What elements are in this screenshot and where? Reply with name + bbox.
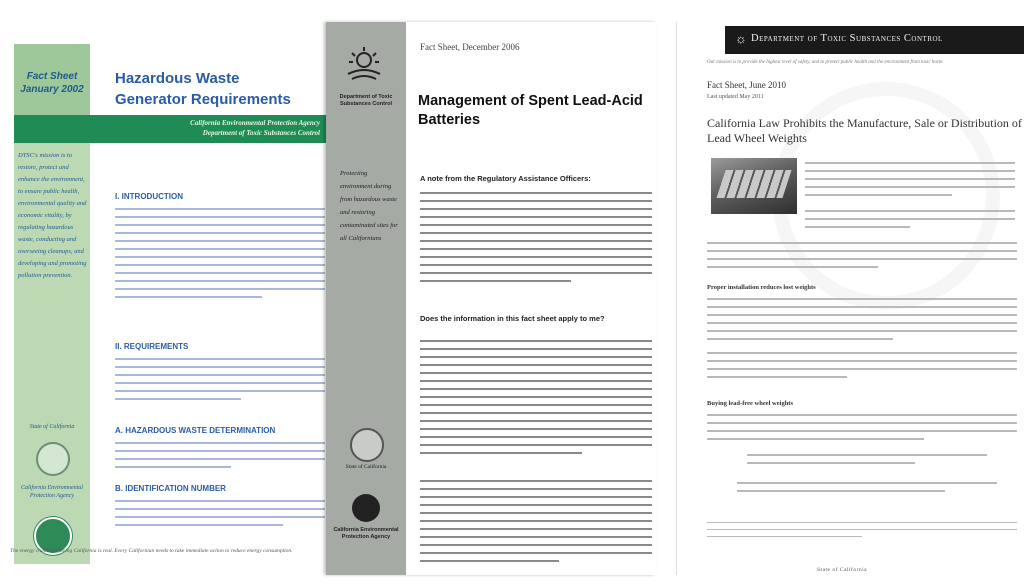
- dtsc-sun-logo-icon: [344, 44, 384, 84]
- section-heading-requirements: II. REQUIREMENTS: [115, 342, 189, 351]
- state-seal-icon: [350, 428, 384, 462]
- agency-band-text: California Environmental Protection Agency Department of Toxic Substances Control: [190, 119, 320, 137]
- heading-proper-installation: Proper installation reduces lost weights: [707, 284, 816, 291]
- fact-sheet-lead-acid-batteries: [326, 22, 656, 575]
- doc-title: Hazardous Waste Generator Requirements: [115, 70, 291, 108]
- regulations-body: [420, 480, 652, 568]
- dept-name: Department of Toxic Substances Control: [339, 94, 393, 107]
- footer-note: The energy challenge facing California is real. Every Californian needs to take immediate action to reduce energy consumption.: [10, 548, 293, 554]
- contact-body: [747, 454, 987, 470]
- installation-body: [707, 298, 1017, 346]
- section-heading-id-number: B. IDENTIFICATION NUMBER: [115, 484, 226, 493]
- fact-sheet-date: January 2002: [20, 84, 84, 95]
- fact-sheet-date: Fact Sheet, December 2006: [420, 42, 520, 52]
- state-label: State of California: [29, 424, 75, 430]
- wheel-weights-photo: [711, 158, 797, 214]
- id-number-body: [115, 500, 325, 532]
- mission-text: DTSC's mission is to restore, protect and enhance the environment, to ensure public health, environmental quality and economic vitality, by regulating hazardous waste, conducting and overseeing cleanups, and developing and promoting pollution prevention.: [18, 152, 87, 279]
- heading-buying: Buying lead-free wheel weights: [707, 400, 793, 407]
- doc-title: Management of Spent Lead-Acid Batteries: [418, 93, 643, 128]
- note-body: [420, 192, 652, 288]
- dept-header-text: Department of Toxic Substances Control: [751, 33, 943, 44]
- fact-sheet-hazardous-waste: [0, 22, 330, 575]
- law-body: [805, 210, 1015, 234]
- buying-body: [707, 414, 1017, 446]
- complaint-body: [737, 482, 997, 498]
- mission-text: Our mission is to provide the highest level of safety, and to protect public health and the environment from toxic harm.: [707, 60, 944, 65]
- section-heading-determination: A. HAZARDOUS WASTE DETERMINATION: [115, 426, 276, 435]
- fact-sheet-date: Fact Sheet, June 2010: [707, 80, 786, 90]
- intro-body: [805, 162, 1015, 202]
- fact-sheet-label: Fact Sheet January 2002: [20, 71, 84, 95]
- requirements-body: [115, 358, 325, 406]
- intro-body: [115, 208, 325, 304]
- question-body: [420, 340, 652, 460]
- heading-question: Does the information in this fact sheet apply to me?: [420, 314, 605, 323]
- determination-body: [115, 442, 325, 474]
- dtsc-sun-logo-icon: ☼: [735, 31, 747, 46]
- calepa-logo-icon: [352, 494, 380, 522]
- doc-title: California Law Prohibits the Manufacture, Sale or Distribution of Lead Wheel Weights: [707, 116, 1022, 145]
- agency-label: California Environmental Protection Agency: [333, 527, 399, 540]
- dealers-body: [707, 242, 1017, 274]
- footnote-body: [707, 522, 1017, 543]
- mission-text: Protecting environment during from hazardous waste and restoring contaminated sites for all Californians: [340, 170, 398, 242]
- section-heading-intro: I. INTRODUCTION: [115, 192, 183, 201]
- fact-sheet-lead-wheel-weights: [676, 22, 1024, 575]
- agency-label: California Environmental Protection Agency: [21, 485, 83, 499]
- state-seal-icon: [36, 442, 70, 476]
- state-label: State of California: [345, 464, 387, 470]
- clip-on-body: [707, 352, 1017, 384]
- state-label: State of California: [817, 567, 868, 573]
- last-updated: Last updated May 2011: [707, 94, 764, 100]
- heading-note: A note from the Regulatory Assistance Officers:: [420, 174, 591, 183]
